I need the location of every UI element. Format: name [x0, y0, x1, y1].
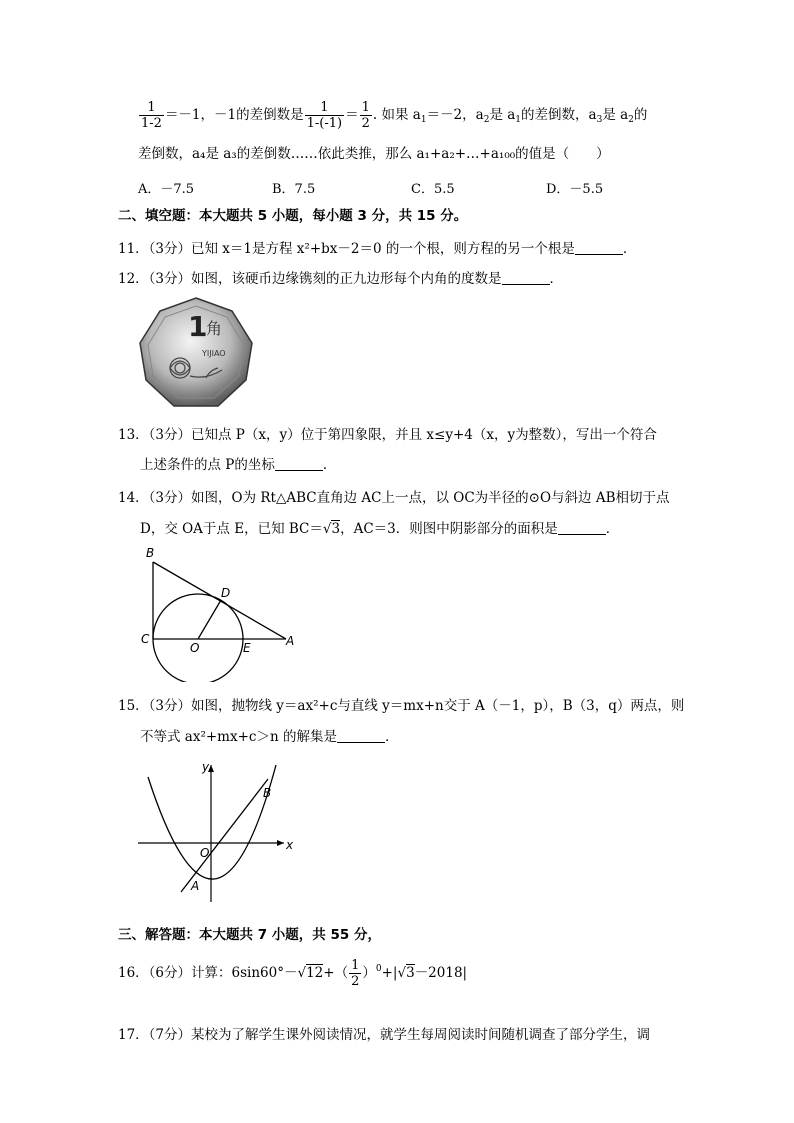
- q10-line1: $\frac{1}{1-2}$ ＝－1，－1的差倒数是 $\frac{1}{1-(-1)}$ ＝ $\frac{1}{2}$ . 如果 $a_1=-2$，$a_2$是 $a_1$的差倒数，$a_3$是 $a_2$的: [141, 100, 648, 131]
- q10-line2: 差倒数，a₄是 a₃的差倒数……依此类推，那么 a₁+a₂+…+a₁₀₀的值是（ ）: [138, 146, 610, 162]
- svg-text:x: x: [286, 838, 294, 852]
- q16: 16．（6分）计算：6sin60°－√12+（ $\frac{1}{2}$ ）$^0$+|√3－2018|: [118, 958, 468, 989]
- svg-text:B: B: [263, 786, 272, 800]
- svg-text:O: O: [200, 846, 210, 860]
- sqrt-symbol: √: [397, 965, 407, 981]
- q11: 11．（3分）已知 x＝1是方程 x²+bx－2＝0 的一个根，则方程的另一个根是 ．: [118, 241, 637, 257]
- q14-line2: D，交 OA于点 E，已知 BC＝√3，AC＝3．则图中阴影部分的面积是 ．: [140, 521, 620, 537]
- answer-blank: [502, 270, 550, 285]
- answer-blank: [575, 240, 623, 255]
- q13-line1: 13．（3分）已知点 P（x，y）位于第四象限，并且 x≤y+4（x，y为整数），写出一个符合: [118, 427, 657, 443]
- figure-15: [136, 757, 306, 907]
- coin-denomination: 1: [188, 310, 208, 343]
- section-2-heading: 二、填空题：本大题共 5 小题，每小题 3 分，共 15 分。: [118, 208, 468, 224]
- svg-text:B: B: [146, 546, 155, 560]
- option-d: D．－5.5: [546, 182, 604, 197]
- svg-text:A: A: [286, 634, 295, 648]
- svg-text:y: y: [202, 760, 210, 774]
- fraction-half: $\frac{1}{2}$: [351, 958, 360, 989]
- q14-line1: 14．（3分）如图，O为 Rt△ABC直角边 AC上一点，以 OC为半径的⊙O与斜边 AB相切于点: [118, 490, 670, 506]
- svg-text:C: C: [141, 632, 150, 646]
- fraction-1: $\frac{1}{1-2}$: [141, 100, 162, 131]
- fraction-3: $\frac{1}{2}$: [361, 100, 370, 131]
- section-3-heading: 三、解答题：本大题共 7 小题，共 55 分，: [118, 927, 381, 943]
- svg-text:D: D: [221, 586, 231, 600]
- svg-text:E: E: [243, 641, 251, 655]
- coin-pinyin: YIJIAO: [202, 349, 226, 358]
- svg-text:O: O: [190, 641, 200, 655]
- option-b: B．7.5: [272, 182, 316, 197]
- coin-image: [136, 296, 256, 410]
- answer-blank: [275, 456, 323, 471]
- q15-line1: 15．（3分）如图，抛物线 y＝ax²+c与直线 y＝mx+n交于 A（－1，p），B（3，q）两点，则: [118, 698, 685, 714]
- q13-line2: 上述条件的点 P的坐标 ．: [140, 457, 337, 473]
- option-a: A．－7.5: [138, 182, 195, 197]
- sqrt-symbol: √: [297, 965, 307, 981]
- q15-line2: 不等式 ax²+mx+c＞n 的解集是 ．: [140, 729, 399, 745]
- coin-unit: 角: [206, 319, 223, 338]
- option-c: C．5.5: [411, 182, 455, 197]
- svg-text:A: A: [191, 879, 200, 893]
- q17-line1: 17．（7分）某校为了解学生课外阅读情况，就学生每周阅读时间随机调查了部分学生，调: [118, 1027, 651, 1043]
- answer-blank: [337, 728, 385, 743]
- q12: 12．（3分）如图，该硬币边缘镌刻的正九边形每个内角的度数是 ．: [118, 271, 564, 287]
- figure-14: [138, 542, 303, 682]
- answer-blank: [558, 520, 606, 535]
- sqrt-symbol: √: [322, 521, 332, 537]
- fraction-2: $\frac{1}{1-(-1)}$: [306, 100, 343, 131]
